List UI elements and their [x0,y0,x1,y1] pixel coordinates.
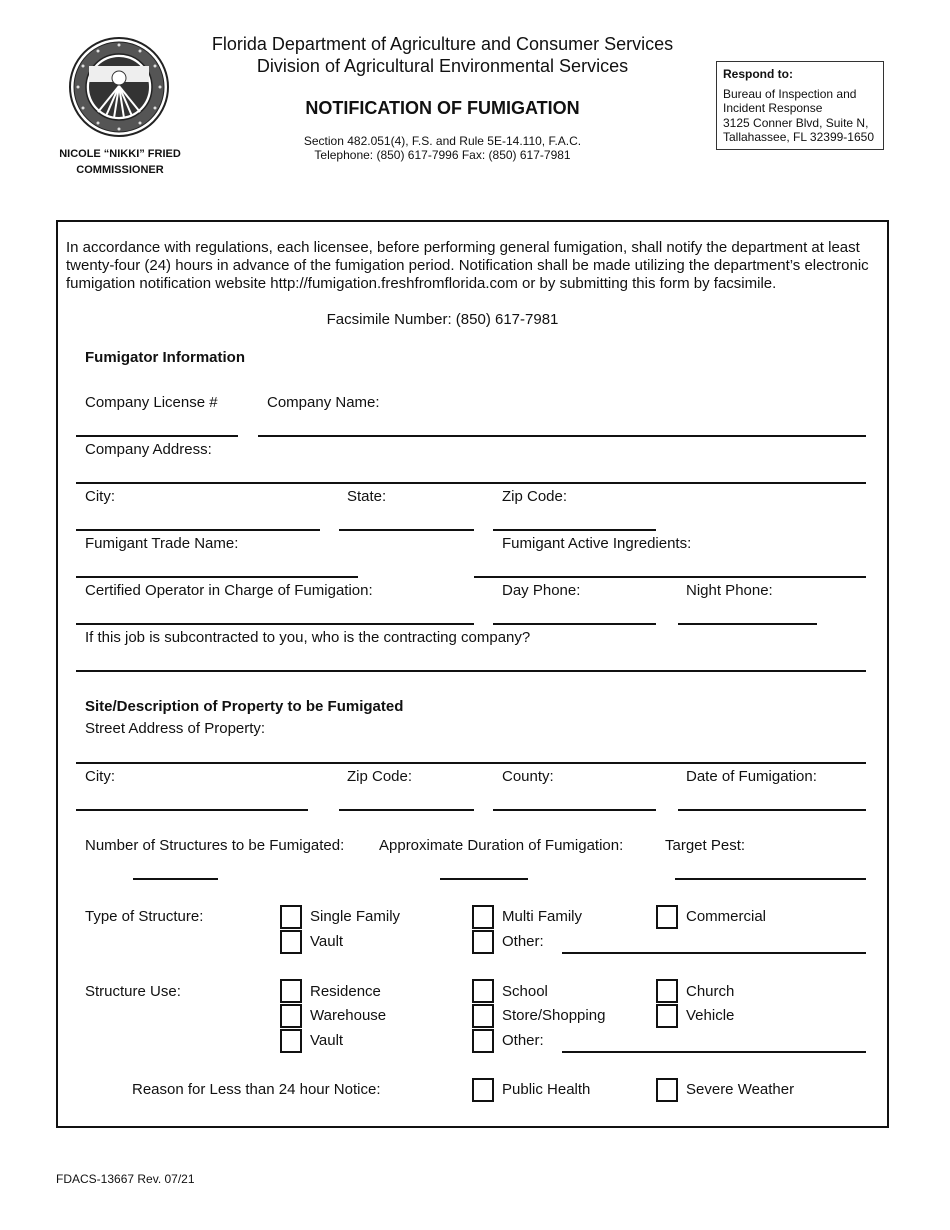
store-shopping-checkbox[interactable] [472,1004,494,1028]
structure-use-label: Structure Use: [85,983,181,1000]
intro-text: In accordance with regulations, each licensee, before performing general fumigation, shall notify the department at least twenty-four (24) hours in advance of the fumigation period. Notification shall be made utilizing the department’s electronic fumigation notification website http://fumigation.freshfromflorida.com or by submitting this form by facsimile. [66,239,869,292]
site-zip-code-field[interactable] [339,809,474,811]
school-label: School [502,983,548,1000]
structure-other-checkbox[interactable] [472,930,494,954]
target-pest-label: Target Pest: [665,837,746,854]
target-pest-field[interactable] [675,878,866,880]
company-name-label: Company Name: [267,394,380,411]
use-vault-checkbox[interactable] [280,1029,302,1053]
site-heading: Site/Description of Property to be Fumigated [85,698,404,715]
respond-to-line-2: Incident Response [723,101,823,115]
state-field[interactable] [339,529,474,531]
fumigant-active-ingredients-field[interactable] [474,576,866,578]
multi-family-label: Multi Family [502,908,583,925]
company-address-label: Company Address: [85,441,212,458]
respond-to-box [716,61,884,150]
school-checkbox[interactable] [472,979,494,1003]
company-license-label: Company License # [85,394,218,411]
form-title: NOTIFICATION OF FUMIGATION [305,98,580,118]
county-field[interactable] [493,809,656,811]
day-phone-field[interactable] [493,623,656,625]
number-of-structures-label: Number of Structures to be Fumigated: [85,837,345,854]
severe-weather-checkbox[interactable] [656,1078,678,1102]
state-label: State: [347,488,387,505]
state-seal-icon [68,36,170,138]
reason-label: Reason for Less than 24 hour Notice: [132,1081,381,1098]
company-license-field[interactable] [76,435,238,437]
zip-code-field[interactable] [493,529,656,531]
public-health-label: Public Health [502,1081,591,1098]
city-label: City: [85,488,115,505]
day-phone-label: Day Phone: [502,582,581,599]
date-of-fumigation-label: Date of Fumigation: [686,768,817,785]
site-city-label: City: [85,768,115,785]
public-health-checkbox[interactable] [472,1078,494,1102]
single-family-label: Single Family [310,908,401,925]
structure-other-label: Other: [502,933,544,950]
commissioner-title: COMMISSIONER [76,164,164,176]
structure-vault-checkbox[interactable] [280,930,302,954]
severe-weather-label: Severe Weather [686,1081,795,1098]
duration-field[interactable] [440,878,528,880]
respond-to-line-3: 3125 Conner Blvd, Suite N, [723,115,869,130]
certified-operator-label: Certified Operator in Charge of Fumigation: [85,582,373,599]
certified-operator-field[interactable] [76,623,474,625]
warehouse-checkbox[interactable] [280,1004,302,1028]
agency-line-1: Florida Department of Agriculture and Consumer Services [211,34,674,54]
warehouse-label: Warehouse [310,1007,387,1024]
statute-line: Section 482.051(4), F.S. and Rule 5E-14.110, F.A.C. [303,134,582,148]
company-name-field[interactable] [258,435,866,437]
commercial-label: Commercial [686,908,767,925]
use-other-label: Other: [502,1032,544,1049]
commissioner-block [40,146,200,178]
night-phone-field[interactable] [678,623,817,625]
date-of-fumigation-field[interactable] [678,809,866,811]
respond-to-line-1: Bureau of Inspection and [723,86,857,101]
city-field[interactable] [76,529,320,531]
use-vault-label: Vault [310,1032,344,1049]
county-label: County: [502,768,554,785]
structure-vault-label: Vault [310,933,344,950]
form-number: FDACS-13667 Rev. 07/21 [56,1172,195,1186]
agency-line-2: Division of Agricultural Environmental Services [256,56,629,76]
store-shopping-label: Store/Shopping [502,1007,606,1024]
multi-family-checkbox[interactable] [472,905,494,929]
residence-label: Residence [310,983,381,1000]
statute-block [190,134,695,162]
use-other-field[interactable] [562,1051,866,1053]
site-zip-code-label: Zip Code: [347,768,413,785]
street-address-field[interactable] [76,762,866,764]
agency-name [190,33,695,77]
fumigant-active-ingredients-label: Fumigant Active Ingredients: [502,535,692,552]
company-address-field[interactable] [76,482,866,484]
commercial-checkbox[interactable] [656,905,678,929]
night-phone-label: Night Phone: [686,582,773,599]
zip-code-label: Zip Code: [502,488,568,505]
residence-checkbox[interactable] [280,979,302,1003]
fumigator-heading: Fumigator Information [85,349,245,366]
respond-to-label: Respond to: [723,67,793,81]
site-city-field[interactable] [76,809,308,811]
church-checkbox[interactable] [656,979,678,1003]
fumigant-trade-name-label: Fumigant Trade Name: [85,535,239,552]
commissioner-name: NICOLE “NIKKI” FRIED [59,148,181,160]
fumigant-trade-name-field[interactable] [76,576,358,578]
vehicle-label: Vehicle [686,1007,735,1024]
subcontract-label: If this job is subcontracted to you, who is the contracting company? [85,629,531,646]
church-label: Church [686,983,735,1000]
duration-label: Approximate Duration of Fumigation: [379,837,624,854]
respond-to-line-4: Tallahassee, FL 32399-1650 [723,130,874,144]
fax-number: Facsimile Number: (850) 617-7981 [326,311,559,328]
structure-other-field[interactable] [562,952,866,954]
number-of-structures-field[interactable] [133,878,218,880]
type-of-structure-label: Type of Structure: [85,908,204,925]
contracting-company-field[interactable] [76,670,866,672]
phone-line: Telephone: (850) 617-7996 Fax: (850) 617-7981 [314,148,571,162]
use-other-checkbox[interactable] [472,1029,494,1053]
street-address-label: Street Address of Property: [85,720,266,737]
vehicle-checkbox[interactable] [656,1004,678,1028]
single-family-checkbox[interactable] [280,905,302,929]
